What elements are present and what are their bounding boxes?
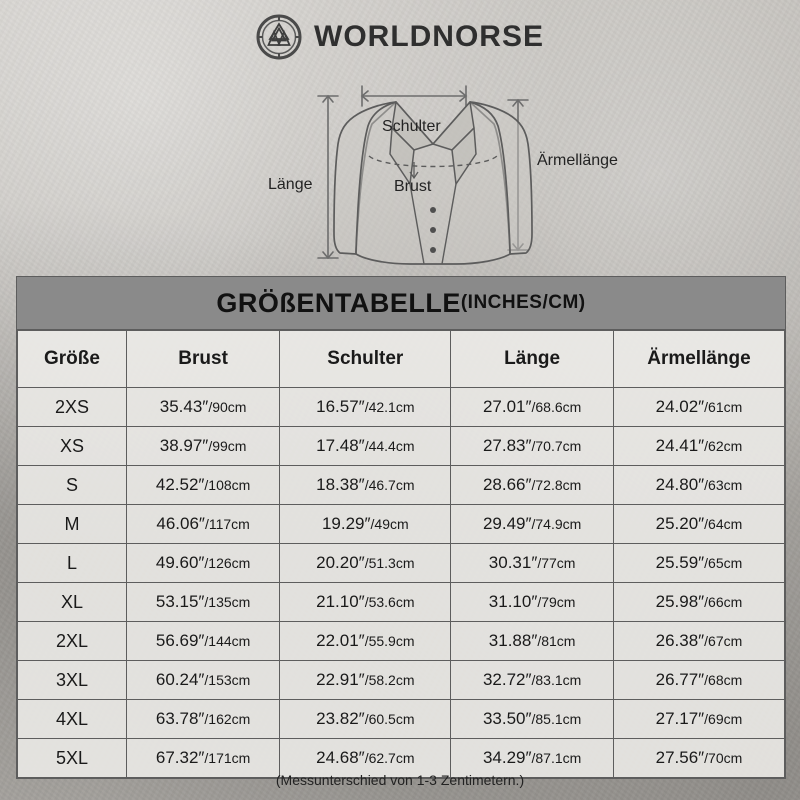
cell-sleeve: 25.59″/65cm xyxy=(613,544,784,583)
table-row xyxy=(18,661,785,700)
cell-chest: 42.52″/108cm xyxy=(126,466,279,505)
size-chart-table xyxy=(17,330,785,778)
cell-length: 29.49″/74.9cm xyxy=(451,505,614,544)
cell-length: 31.10″/79cm xyxy=(451,583,614,622)
cell-size: XL xyxy=(18,583,127,622)
cell-chest: 53.15″/135cm xyxy=(126,583,279,622)
column-header-chest: Brust xyxy=(126,331,279,388)
brand-name: WORLDNORSE xyxy=(314,20,544,53)
cell-shoulder: 21.10″/53.6cm xyxy=(280,583,451,622)
cell-size: L xyxy=(18,544,127,583)
measurement-footnote: (Messunterschied von 1-3 Zentimetern.) xyxy=(275,772,525,788)
cell-size: 4XL xyxy=(18,700,127,739)
cell-chest: 56.69″/144cm xyxy=(126,622,279,661)
label-length: Länge xyxy=(268,176,313,193)
cell-length: 27.83″/70.7cm xyxy=(451,427,614,466)
size-chart-title-bar xyxy=(17,277,785,330)
cell-length: 34.29″/87.1cm xyxy=(451,739,614,778)
cell-sleeve: 25.20″/64cm xyxy=(613,505,784,544)
table-row xyxy=(18,583,785,622)
cell-chest: 60.24″/153cm xyxy=(126,661,279,700)
cell-size: 5XL xyxy=(18,739,127,778)
table-row xyxy=(18,544,785,583)
cell-shoulder: 24.68″/62.7cm xyxy=(280,739,451,778)
cell-size: M xyxy=(18,505,127,544)
cell-shoulder: 23.82″/60.5cm xyxy=(280,700,451,739)
cell-shoulder: 22.01″/55.9cm xyxy=(280,622,451,661)
table-header-row xyxy=(18,331,785,388)
cell-chest: 67.32″/171cm xyxy=(126,739,279,778)
cell-length: 27.01″/68.6cm xyxy=(451,388,614,427)
table-row xyxy=(18,622,785,661)
brand-header xyxy=(0,14,800,60)
cell-shoulder: 18.38″/46.7cm xyxy=(280,466,451,505)
cell-chest: 63.78″/162cm xyxy=(126,700,279,739)
cell-length: 31.88″/81cm xyxy=(451,622,614,661)
cell-chest: 38.97″/99cm xyxy=(126,427,279,466)
column-header-shoulder: Schulter xyxy=(280,331,451,388)
cell-sleeve: 24.80″/63cm xyxy=(613,466,784,505)
size-chart-title: GRÖßENTABELLE xyxy=(216,287,461,318)
cell-length: 33.50″/85.1cm xyxy=(451,700,614,739)
cell-sleeve: 26.77″/68cm xyxy=(613,661,784,700)
column-header-sleeve: Ärmellänge xyxy=(613,331,784,388)
cell-sleeve: 27.56″/70cm xyxy=(613,739,784,778)
table-row xyxy=(18,466,785,505)
label-shoulder: Schulter xyxy=(382,118,441,135)
cell-sleeve: 24.02″/61cm xyxy=(613,388,784,427)
cell-shoulder: 22.91″/58.2cm xyxy=(280,661,451,700)
cell-length: 28.66″/72.8cm xyxy=(451,466,614,505)
cell-size: 3XL xyxy=(18,661,127,700)
cell-shoulder: 16.57″/42.1cm xyxy=(280,388,451,427)
table-row xyxy=(18,388,785,427)
cell-chest: 46.06″/117cm xyxy=(126,505,279,544)
column-header-size: Größe xyxy=(18,331,127,388)
cell-sleeve: 26.38″/67cm xyxy=(613,622,784,661)
cell-size: 2XS xyxy=(18,388,127,427)
cell-size: S xyxy=(18,466,127,505)
cell-length: 32.72″/83.1cm xyxy=(451,661,614,700)
cell-shoulder: 20.20″/51.3cm xyxy=(280,544,451,583)
cell-shoulder: 17.48″/44.4cm xyxy=(280,427,451,466)
column-header-length: Länge xyxy=(451,331,614,388)
size-chart-title-units: (INCHES/CM) xyxy=(460,292,586,313)
cell-sleeve: 24.41″/62cm xyxy=(613,427,784,466)
cell-length: 30.31″/77cm xyxy=(451,544,614,583)
table-row xyxy=(18,505,785,544)
cell-sleeve: 27.17″/69cm xyxy=(613,700,784,739)
garment-measurement-illustration xyxy=(0,58,800,273)
cell-shoulder: 19.29″/49cm xyxy=(280,505,451,544)
table-row xyxy=(18,700,785,739)
cell-chest: 49.60″/126cm xyxy=(126,544,279,583)
label-sleeve: Ärmellänge xyxy=(537,152,618,169)
valknut-circle-logo-icon xyxy=(256,14,302,60)
cell-chest: 35.43″/90cm xyxy=(126,388,279,427)
cell-size: 2XL xyxy=(18,622,127,661)
label-chest: Brust xyxy=(394,178,432,195)
table-row xyxy=(18,427,785,466)
blazer-jacket-outline-icon xyxy=(0,58,800,273)
size-chart-table-container xyxy=(16,276,786,779)
cell-size: XS xyxy=(18,427,127,466)
cell-sleeve: 25.98″/66cm xyxy=(613,583,784,622)
